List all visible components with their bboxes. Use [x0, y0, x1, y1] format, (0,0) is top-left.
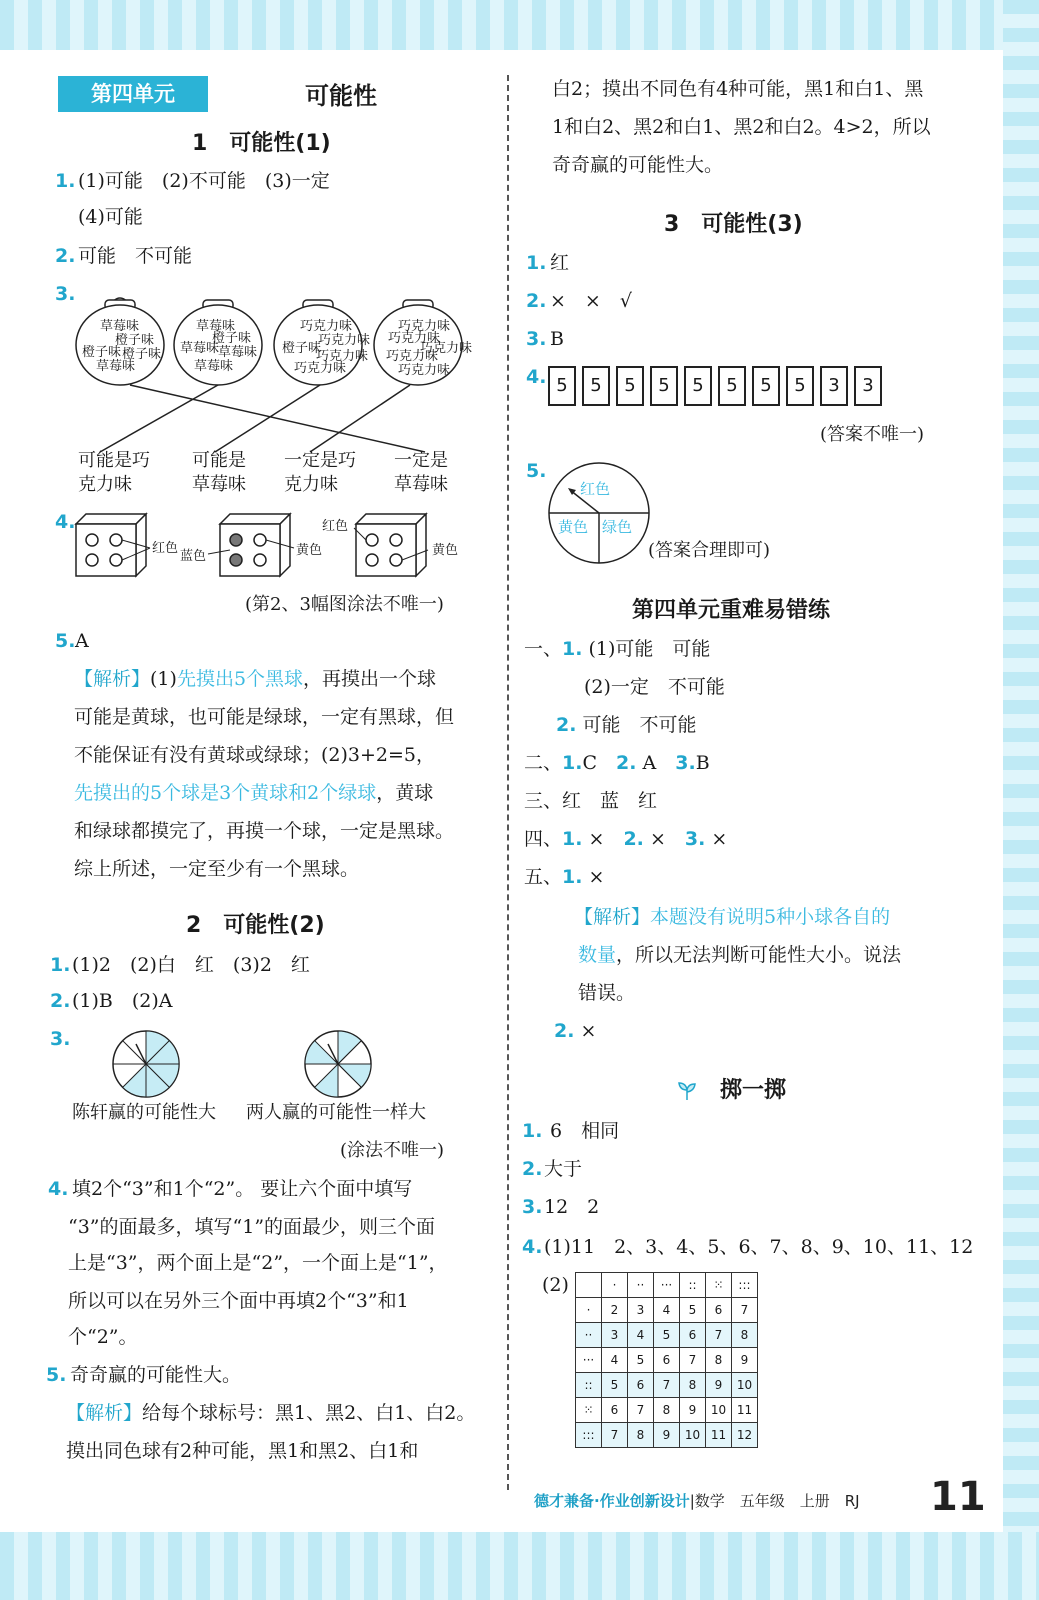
table-row: :: 5 6 7 8 9 10: [576, 1373, 758, 1398]
unit-title: 可能性: [305, 82, 377, 110]
flavor-label: 克力味: [78, 474, 132, 495]
bag-2-item: 草莓味: [196, 319, 236, 334]
q-number: 4.: [526, 366, 547, 388]
analysis-text: 奇奇赢的可能性大。: [552, 154, 724, 176]
s2-q4-line: “3”的面最多，填写“1”的面最少，则三个面: [68, 1216, 436, 1238]
q-number: 2.: [554, 1020, 575, 1042]
dice-q3-answer: 12 2: [544, 1196, 600, 1218]
number-card: 5: [650, 366, 678, 406]
analysis-text: 不能保证有没有黄球或绿球；(2)3+2=5，: [74, 744, 436, 766]
number-card: 5: [684, 366, 712, 406]
dice-sum-table: [575, 1272, 758, 1448]
flavor-label: 草莓味: [394, 474, 448, 495]
number-card: 5: [582, 366, 610, 406]
analysis-highlight: 先摸出5个黑球: [176, 668, 304, 690]
dice-q1-answer: 6 相同: [550, 1120, 620, 1142]
s2-q2-answer: (1)B (2)A: [72, 990, 173, 1012]
review-answer: 可能 不可能: [582, 714, 697, 736]
q-number: 1.: [522, 1120, 543, 1142]
right-decoration: [1003, 0, 1039, 1600]
flavor-label: 草莓味: [192, 474, 246, 495]
bag-4-item: 巧克力味: [398, 363, 451, 378]
color-spinner: [546, 460, 652, 566]
section-2-title: 2 可能性(2): [186, 913, 325, 938]
cube-color-label: 红色: [152, 541, 179, 556]
cube-2: [208, 514, 294, 576]
dice-q4-answer: (1)11 2、3、4、5、6、7、8、9、10、11、12: [544, 1236, 974, 1258]
table-row: ·· 3 4 5 6 7 8: [576, 1323, 758, 1348]
table-row: ··· 4 5 6 7 8 9: [576, 1348, 758, 1373]
flavor-label: 可能是: [192, 450, 246, 471]
flavor-label: 克力味: [284, 474, 338, 495]
analysis-tag: 【解析】: [574, 906, 651, 928]
page-footer: 德才兼备·作业创新设计|数学 五年级 上册 RJ: [534, 1492, 860, 1510]
s2-q4-line: 所以可以在另外三个面中再填2个“3”和1: [68, 1290, 409, 1312]
cube-color-label: 黄色: [296, 543, 323, 558]
review-title: 第四单元重难易错练: [632, 598, 831, 623]
q-number: 2.: [522, 1158, 543, 1180]
bag-3-item: 巧克力味: [318, 333, 371, 348]
s1-q5-answer: A: [75, 630, 89, 652]
analysis-text: 综上所述，一定至少有一个黑球。: [74, 858, 360, 880]
bag-2-item: 草莓味: [194, 359, 234, 374]
review-part-4: 四、1. × 2. × 3. ×: [524, 828, 728, 850]
analysis-text: 给每个球标号：黑1、黑2、白1、白2。: [142, 1402, 476, 1424]
table-row: ⁙ 6 7 8 9 10 11: [576, 1398, 758, 1423]
analysis-tag: 【解析】: [74, 668, 151, 690]
q-number: 2.: [50, 990, 71, 1012]
analysis-text: 1和白2、黑2和白1、黑2和白2。4>2，所以: [552, 116, 931, 138]
page-number: 11: [930, 1474, 986, 1520]
unit-tag: 第四单元: [58, 76, 208, 112]
analysis-text: 白2；摸出不同色有4种可能，黑1和白1、黑: [552, 78, 924, 100]
match-line: [310, 385, 410, 452]
s3-q4-note: (答案不唯一): [820, 424, 925, 445]
s1-q4-note: (第2、3幅图涂法不唯一): [245, 594, 444, 615]
cubes-diagram: [72, 510, 472, 580]
number-card: 3: [820, 366, 848, 406]
analysis-highlight: 本题没有说明5种小球各自的: [650, 906, 891, 928]
s2-q4-line: 个“2”。: [68, 1326, 138, 1348]
bag-3-item: 巧克力味: [294, 361, 347, 376]
analysis-text: ，再摸出一个球: [303, 668, 437, 690]
section-3-title: 3 可能性(3): [664, 212, 803, 237]
analysis-highlight: 先摸出的5个球是3个黄球和2个绿球: [74, 782, 377, 804]
s3-q5-note: (答案合理即可): [648, 540, 771, 561]
spinner-1: [110, 1028, 190, 1100]
analysis-text: 和绿球都摸完了，再摸一个球，一定是黑球。: [74, 820, 455, 842]
s2-q5-answer: 奇奇赢的可能性大。: [70, 1364, 242, 1386]
number-card: 5: [548, 366, 576, 406]
q-number: 1.: [55, 170, 76, 192]
spinner-green-label: 绿色: [602, 518, 633, 536]
q-number: 1.: [562, 638, 583, 660]
spinner-1-caption: 陈轩赢的可能性大: [72, 1102, 216, 1123]
leaf-icon: [676, 1080, 698, 1102]
s2-q3-note: (涂法不唯一): [340, 1140, 445, 1161]
review-part-3: 三、红 蓝 红: [524, 790, 658, 812]
review-answer: (2)一定 不可能: [584, 676, 725, 698]
spinner-2: [302, 1028, 382, 1100]
number-cards: [548, 366, 888, 406]
review-part-2: 二、1.C 2. A 3.B: [524, 752, 710, 774]
bottom-decoration: [0, 1532, 1039, 1600]
bag-1-item: 橙子味: [82, 345, 122, 360]
review-part-5: 五、1. ×: [524, 866, 605, 888]
cube-color-label: 蓝色: [180, 549, 207, 564]
section-1-title: 1 可能性(1): [192, 131, 331, 156]
bag-4-item: 巧克力味: [398, 319, 451, 334]
q-number: 2.: [526, 290, 547, 312]
number-card: 5: [786, 366, 814, 406]
bag-2-item: 草莓味: [180, 341, 220, 356]
s3-q1-answer: 红: [550, 252, 570, 274]
cube-1: [76, 514, 150, 576]
analysis-text: 错误。: [578, 982, 636, 1004]
analysis-text: 摸出同色球有2种可能，黑1和黑2、白1和: [66, 1440, 419, 1462]
q-number: 1.: [526, 252, 547, 274]
bag-1-item: 草莓味: [100, 319, 140, 334]
number-card: 5: [752, 366, 780, 406]
flavor-label: 一定是巧: [284, 450, 356, 471]
bag-2-item: 草莓味: [218, 345, 258, 360]
dice-title: 掷一掷: [720, 1078, 787, 1103]
s2-q4-line: 上是“3”，两个面上是“2”，一个面上是“1”，: [68, 1252, 448, 1274]
q-number: 4.: [55, 511, 76, 533]
dice-q2-answer: 大于: [544, 1158, 583, 1180]
analysis-text: ，黄球: [376, 782, 434, 804]
s2-q4-line: 填2个“3”和1个“2”。 要让六个面中填写: [72, 1178, 413, 1200]
table-row: · 2 3 4 5 6 7: [576, 1298, 758, 1323]
q-number: 5.: [55, 630, 76, 652]
number-card: 5: [718, 366, 746, 406]
review-answer: ×: [580, 1020, 597, 1042]
number-card: 3: [854, 366, 882, 406]
column-divider: [507, 75, 509, 1490]
dice-q4-sub: (2): [542, 1274, 569, 1296]
review-part-1: 一、1. (1)可能 可能: [524, 638, 711, 660]
s1-q1-answer: (1)可能 (2)不可能 (3)一定: [78, 170, 330, 192]
s2-q1-answer: (1)2 (2)白 红 (3)2 红: [72, 954, 310, 976]
spinner-2-caption: 两人赢的可能性一样大: [246, 1102, 426, 1123]
spinner-yellow-label: 黄色: [558, 518, 589, 536]
analysis-text: 可能是黄球，也可能是绿球，一定有黑球，但: [74, 706, 455, 728]
s1-q2-answer: 可能 不可能: [78, 245, 193, 267]
analysis-text: ，所以无法判断可能性大小。说法: [616, 944, 902, 966]
q-number: 3.: [522, 1196, 543, 1218]
q-number: 4.: [48, 1178, 69, 1200]
bag-4-item: 巧克力味: [388, 331, 441, 346]
bag-3-item: 巧克力味: [316, 349, 369, 364]
q-number: 2.: [55, 245, 76, 267]
q-number: 2.: [556, 714, 577, 736]
flavor-label: 一定是: [394, 450, 448, 471]
match-line: [215, 385, 320, 452]
analysis-highlight: 数量: [578, 944, 617, 966]
cube-color-label: 红色: [322, 519, 349, 534]
q-number: 5.: [46, 1364, 67, 1386]
analysis-text: (1): [150, 668, 177, 690]
bag-1-item: 橙子味: [122, 347, 162, 362]
number-card: 5: [616, 366, 644, 406]
q-number: 4.: [522, 1236, 543, 1258]
flavor-label: 可能是巧: [78, 450, 150, 471]
top-decoration: [0, 0, 1039, 50]
q-number: 3.: [50, 1028, 71, 1050]
bag-3-item: 橙子味: [282, 341, 322, 356]
q-number: 1.: [50, 954, 71, 976]
bag-1-item: 橙子味: [115, 333, 155, 348]
spinner-red-label: 红色: [580, 480, 611, 498]
table-row: · ·· ··· :: ⁙ :::: [576, 1273, 758, 1298]
bag-4-item: 巧克力味: [386, 349, 439, 364]
cube-color-label: 黄色: [432, 543, 459, 558]
q-number: 3.: [526, 328, 547, 350]
q-number: 5.: [526, 460, 547, 482]
analysis-tag: 【解析】: [66, 1402, 143, 1424]
match-line: [130, 385, 425, 452]
bag-3-item: 巧克力味: [300, 319, 353, 334]
q-number: 3.: [55, 283, 76, 305]
table-row: ::: 7 8 9 10 11 12: [576, 1423, 758, 1448]
match-line: [100, 385, 218, 452]
cube-3: [354, 514, 428, 576]
bag-4-item: 巧克力味: [420, 341, 473, 356]
bag-2-item: 橙子味: [212, 331, 252, 346]
review-answer: (1)可能 可能: [588, 638, 711, 660]
s3-q2-answer: × × √: [550, 290, 632, 312]
s1-q1-answer-2: (4)可能: [78, 206, 143, 228]
s3-q3-answer: B: [550, 328, 564, 350]
bag-1-item: 草莓味: [96, 359, 136, 374]
